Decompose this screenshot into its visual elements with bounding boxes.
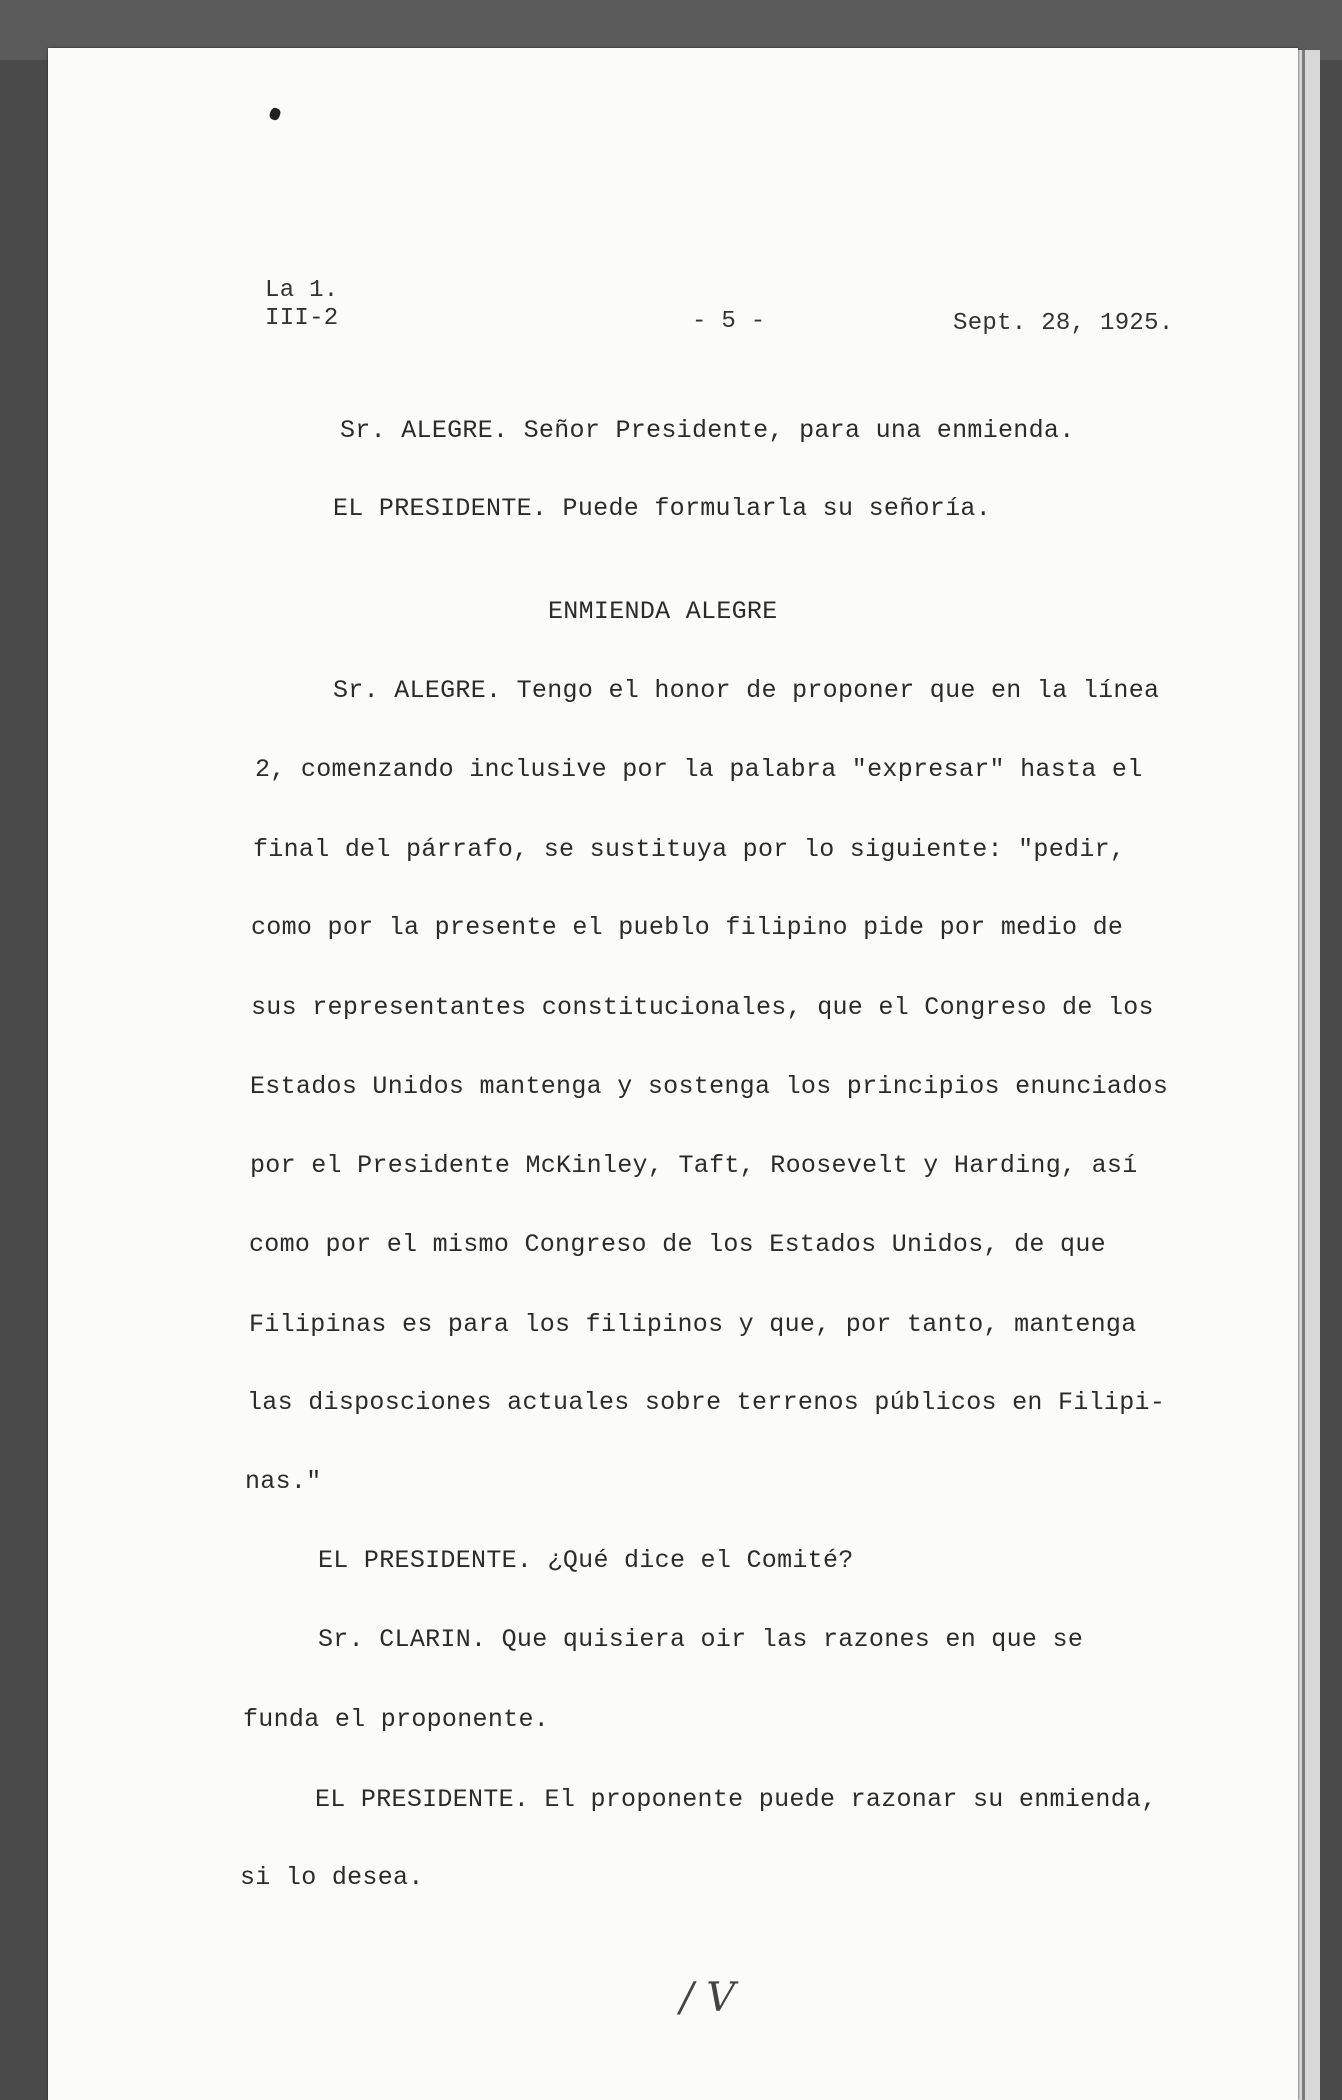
text-line: EL PRESIDENTE. Puede formularla su señoría. (333, 494, 992, 523)
text-line: como por la presente el pueblo filipino pide por medio de (251, 913, 1124, 942)
ink-speck (268, 107, 282, 122)
text-line: Estados Unidos mantenga y sostenga los principios enunciados (250, 1072, 1169, 1101)
text-line: 2, comenzando inclusive por la palabra "expresar" hasta el (255, 755, 1143, 784)
text-line: EL PRESIDENTE. El proponente puede razonar su enmienda, (315, 1785, 1157, 1814)
ref-line-2: III-2 (265, 305, 339, 332)
text-line: si lo desea. (240, 1863, 424, 1892)
ref-line-1: La 1. (265, 277, 339, 304)
text-line: nas." (245, 1467, 322, 1496)
text-line: sus representantes constitucionales, que el Congreso de los (251, 993, 1154, 1022)
text-line: las disposciones actuales sobre terrenos públicos en Filipi- (247, 1388, 1166, 1417)
page-number: - 5 - (692, 308, 766, 335)
text-line: funda el proponente. (243, 1705, 550, 1734)
document-date: Sept. 28, 1925. (953, 310, 1174, 337)
section-heading: ENMIENDA ALEGRE (548, 597, 778, 626)
text-line: Sr. CLARIN. Que quisiera oir las razones en que se (318, 1625, 1084, 1654)
text-line: EL PRESIDENTE. ¿Qué dice el Comité? (318, 1546, 854, 1575)
handwritten-mark: / V (680, 1975, 736, 2021)
text-line: como por el mismo Congreso de los Estados Unidos, de que (249, 1230, 1106, 1259)
text-line: final del párrafo, se sustituya por lo siguiente: "pedir, (253, 835, 1126, 864)
text-line: Filipinas es para los filipinos y que, por tanto, mantenga (249, 1310, 1137, 1339)
text-line: por el Presidente McKinley, Taft, Roosevelt y Harding, así (250, 1151, 1138, 1180)
text-line: Sr. ALEGRE. Tengo el honor de proponer que en la línea (333, 676, 1160, 705)
text-line: Sr. ALEGRE. Señor Presidente, para una enmienda. (340, 416, 1075, 445)
